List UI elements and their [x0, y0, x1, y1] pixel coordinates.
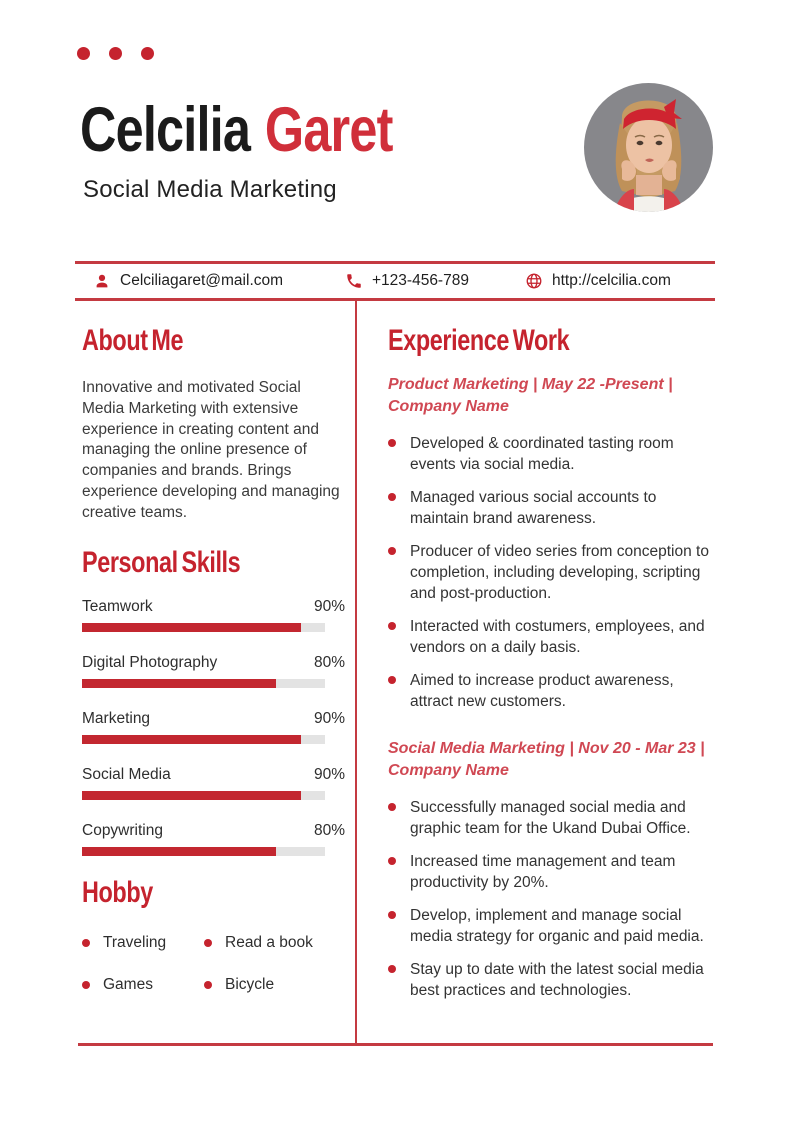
- bullet-item: [388, 670, 718, 712]
- bullet-text: Developed & coordinated tasting room events via social media.: [410, 435, 674, 473]
- skill-label: Digital Photography: [82, 653, 218, 671]
- skill-label: Teamwork: [82, 597, 153, 615]
- last-name: Garet: [264, 95, 393, 165]
- email-text: Celciliagaret@mail.com: [120, 272, 284, 289]
- hobby-item: [82, 934, 204, 952]
- column-divider: [355, 298, 357, 1044]
- skill-bar-track: [82, 791, 325, 800]
- bullet-icon: [82, 939, 90, 947]
- bullet-text: Develop, implement and manage social media strategy for organic and paid media.: [410, 907, 704, 945]
- person-name: [80, 96, 393, 165]
- skill-bar-track: [82, 679, 325, 688]
- skill-bar-fill: [82, 735, 301, 744]
- skill-bar-track: [82, 847, 325, 856]
- bullet-text: Increased time management and team productivity by 20%.: [410, 853, 676, 891]
- skill-percent: 90%: [313, 765, 345, 783]
- contact-website[interactable]: [525, 272, 671, 290]
- hobby-label: Traveling: [103, 933, 167, 951]
- bullet-text: Producer of video series from conception to completion, including developing, scripting and post-production.: [410, 543, 709, 602]
- skill-item: [82, 766, 345, 800]
- hobby-heading: Hobby: [82, 875, 153, 909]
- contact-phone[interactable]: [345, 272, 525, 290]
- skill-percent: 80%: [313, 653, 345, 671]
- bullet-icon: [388, 493, 396, 501]
- bullet-icon: [388, 547, 396, 555]
- skill-item: [82, 654, 345, 688]
- skill-item: [82, 710, 345, 744]
- bullet-icon: [388, 803, 396, 811]
- skill-percent: 90%: [313, 709, 345, 727]
- phone-text: +123-456-789: [372, 272, 469, 289]
- bullet-icon: [204, 981, 212, 989]
- skills-heading: Personal Skills: [82, 545, 241, 579]
- skill-bar-track: [82, 735, 325, 744]
- skill-item: [82, 598, 345, 632]
- bullet-item: [388, 433, 718, 475]
- dot-icon: [109, 47, 122, 60]
- bullet-item: [388, 851, 718, 893]
- phone-icon: [345, 272, 363, 290]
- bullet-text: Aimed to increase product awareness, attract new customers.: [410, 672, 674, 710]
- bullet-text: Interacted with costumers, employees, and vendors on a daily basis.: [410, 618, 705, 656]
- skill-bar-fill: [82, 623, 301, 632]
- jobs-container: [388, 374, 718, 1001]
- person-icon: [93, 272, 111, 290]
- bullet-icon: [388, 439, 396, 447]
- dot-icon: [77, 47, 90, 60]
- about-heading: About Me: [82, 324, 184, 357]
- globe-icon: [525, 272, 543, 290]
- job-bullets: [388, 433, 718, 712]
- skill-bar-fill: [82, 847, 276, 856]
- bullet-icon: [82, 981, 90, 989]
- skill-label: Marketing: [82, 709, 151, 727]
- dot-icon: [141, 47, 154, 60]
- job-subtitle: Social Media Marketing: [83, 176, 337, 203]
- bullet-item: [388, 616, 718, 658]
- hobby-label: Bicycle: [225, 975, 275, 993]
- bullet-icon: [388, 857, 396, 865]
- skill-item: [82, 822, 345, 856]
- bullet-text: Stay up to date with the latest social media best practices and technologies.: [410, 961, 704, 999]
- job-title: Social Media Marketing | Nov 20 - Mar 23 | Company Name: [388, 740, 705, 779]
- profile-photo: [584, 83, 713, 212]
- first-name: Celcilia: [80, 95, 251, 165]
- skill-bar-fill: [82, 791, 301, 800]
- portrait-illustration: [584, 83, 713, 212]
- bottom-rule: [78, 1043, 713, 1046]
- bullet-icon: [388, 911, 396, 919]
- contact-bar: [75, 261, 715, 301]
- job-title: Product Marketing | May 22 -Present | Company Name: [388, 376, 673, 415]
- contact-email[interactable]: [93, 272, 345, 290]
- bullet-icon: [388, 676, 396, 684]
- bullet-item: [388, 797, 718, 839]
- bullet-icon: [388, 965, 396, 973]
- skill-label: Copywriting: [82, 821, 163, 839]
- hobby-label: Games: [103, 975, 153, 993]
- about-text: Innovative and motivated Social Media Marketing with extensive experience in creating content and managing the online presence of companies and brands. Brings experience developing and managing creative teams.: [82, 379, 340, 521]
- bullet-icon: [388, 622, 396, 630]
- skills-list: [82, 598, 345, 856]
- website-text: http://celcilia.com: [552, 272, 671, 289]
- bullet-item: [388, 541, 718, 604]
- skill-percent: 80%: [313, 821, 345, 839]
- bullet-item: [388, 959, 718, 1001]
- bullet-text: Successfully managed social media and graphic team for the Ukand Dubai Office.: [410, 799, 691, 837]
- bullet-icon: [204, 939, 212, 947]
- job-bullets: [388, 797, 718, 1001]
- skill-bar-fill: [82, 679, 276, 688]
- hobby-item: [204, 934, 345, 952]
- right-column: [388, 326, 718, 1013]
- hobby-list: [82, 934, 345, 994]
- hobby-label: Read a book: [225, 933, 313, 951]
- bullet-text: Managed various social accounts to maintain brand awareness.: [410, 489, 657, 527]
- left-column: [82, 326, 345, 994]
- decorative-dots: [77, 47, 154, 60]
- skill-percent: 90%: [313, 597, 345, 615]
- skill-bar-track: [82, 623, 325, 632]
- experience-heading: Experience Work: [388, 324, 570, 357]
- hobby-item: [204, 976, 345, 994]
- skill-label: Social Media: [82, 765, 171, 783]
- hobby-item: [82, 976, 204, 994]
- bullet-item: [388, 905, 718, 947]
- bullet-item: [388, 487, 718, 529]
